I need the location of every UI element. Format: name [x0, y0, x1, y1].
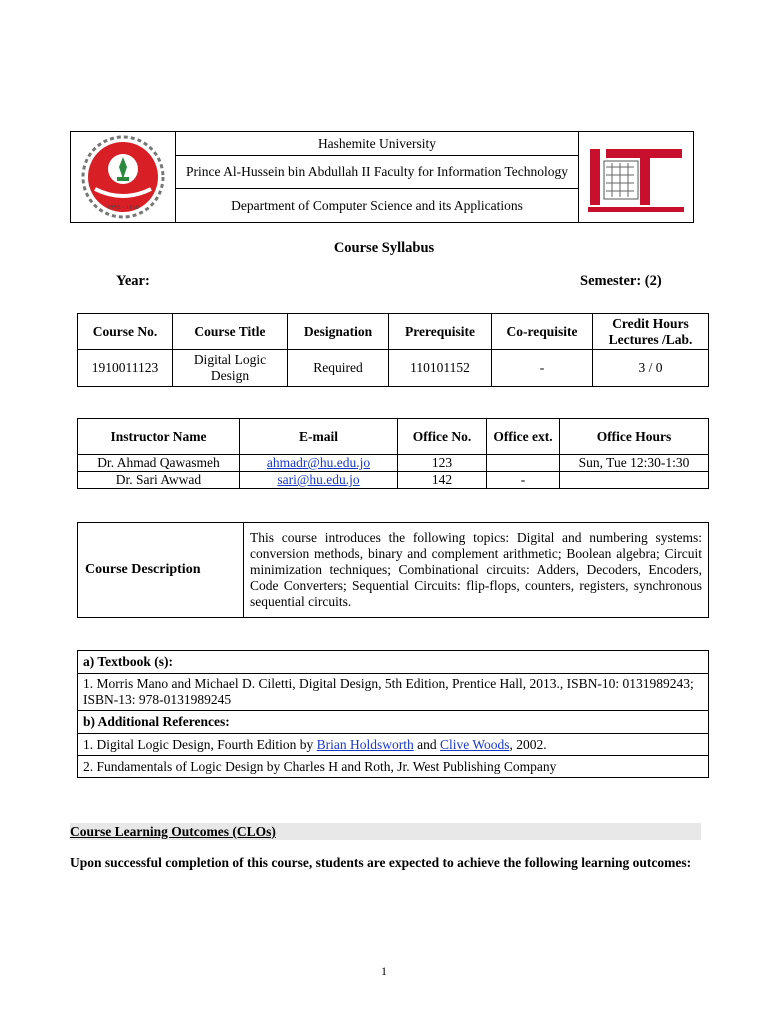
col-designation: Designation — [288, 314, 389, 350]
col-instructor-name: Instructor Name — [78, 419, 240, 455]
reference-text: and — [413, 736, 440, 752]
clo-heading: Course Learning Outcomes (CLOs) — [70, 824, 276, 839]
instructor-table — [77, 418, 709, 489]
svg-text:١٤١٥ - ١٩٩٥: ١٤١٥ - ١٩٩٥ — [107, 204, 139, 211]
office-ext — [487, 455, 560, 472]
clo-intro: Upon successful completion of this course, students are expected to achieve the following learning outcomes: — [70, 855, 692, 870]
email-link[interactable]: ahmadr@hu.edu.jo — [266, 455, 371, 470]
instructor-email — [240, 455, 398, 472]
col-credit-hours: Credit Hours Lectures /Lab. — [593, 314, 709, 350]
instructor-email — [240, 472, 398, 489]
course-no: 1910011123 — [78, 350, 173, 387]
col-course-title: Course Title — [173, 314, 288, 350]
table-row — [78, 472, 709, 489]
instructor-name: Dr. Ahmad Qawasmeh — [78, 455, 240, 472]
reference-text: , 2002. — [509, 736, 547, 752]
page-number: 1 — [381, 964, 387, 978]
credit-hours: 3 / 0 — [593, 350, 709, 387]
office-hours: Sun, Tue 12:30-1:30 — [560, 455, 709, 472]
textbook-heading: a) Textbook (s): — [78, 651, 709, 674]
office-hours — [560, 472, 709, 489]
reference-item: 2. Fundamentals of Logic Design by Charles H and Roth, Jr. West Publishing Company — [78, 756, 709, 778]
faculty-name: Prince Al-Hussein bin Abdullah II Faculty for Information Technology — [176, 156, 579, 189]
author-link[interactable]: Clive Woods — [439, 736, 510, 752]
reference-text: 1. Digital Logic Design, Fourth Edition by — [83, 736, 317, 752]
col-course-no: Course No. — [78, 314, 173, 350]
email-link[interactable]: sari@hu.edu.jo — [277, 472, 360, 487]
instructor-name: Dr. Sari Awwad — [78, 472, 240, 489]
table-row — [78, 455, 709, 472]
page-title: Course Syllabus — [333, 240, 435, 256]
author-link[interactable]: Brian Holdsworth — [316, 736, 414, 752]
course-table — [77, 313, 709, 387]
course-description-label: Course Description — [78, 523, 244, 618]
col-email: E-mail — [240, 419, 398, 455]
university-logo-cell — [71, 132, 176, 223]
corequisite: - — [492, 350, 593, 387]
clo-heading-bar — [70, 823, 701, 840]
references-table — [77, 650, 709, 778]
department-name: Department of Computer Science and its Applications — [176, 189, 579, 223]
university-name: Hashemite University — [176, 132, 579, 156]
university-seal-icon — [73, 133, 173, 221]
course-description-text: This course introduces the following topics: Digital and numbering systems: conversion methods, binary and complement arithmetic; Boolean algebra; Circuit minimization techniques; Combinational circuits: Adders, Decoders, Encoders, Code Converters; Sequential Circuits: flip-flops, counters, registers, synchronous sequential circuits. — [244, 523, 709, 618]
reference-item — [78, 734, 709, 756]
faculty-logo-cell — [579, 132, 694, 223]
course-title: Digital Logic Design — [173, 350, 288, 387]
year-label: Year: — [116, 273, 150, 289]
office-no: 142 — [398, 472, 487, 489]
faculty-it-logo-icon — [584, 137, 688, 217]
designation: Required — [288, 350, 389, 387]
col-office-no: Office No. — [398, 419, 487, 455]
textbook-item: 1. Morris Mano and Michael D. Ciletti, Digital Design, 5th Edition, Prentice Hall, 2013., ISBN-10: 0131989243; ISBN-13: 978-0131989245 — [78, 674, 709, 711]
semester-label: Semester: (2) — [580, 273, 662, 289]
additional-references-heading: b) Additional References: — [78, 711, 709, 734]
office-ext: - — [487, 472, 560, 489]
col-prerequisite: Prerequisite — [389, 314, 492, 350]
office-no: 123 — [398, 455, 487, 472]
prerequisite: 110101152 — [389, 350, 492, 387]
col-office-hours: Office Hours — [560, 419, 709, 455]
course-description-table — [77, 522, 709, 618]
header-table — [70, 131, 694, 223]
col-office-ext: Office ext. — [487, 419, 560, 455]
col-corequisite: Co-requisite — [492, 314, 593, 350]
